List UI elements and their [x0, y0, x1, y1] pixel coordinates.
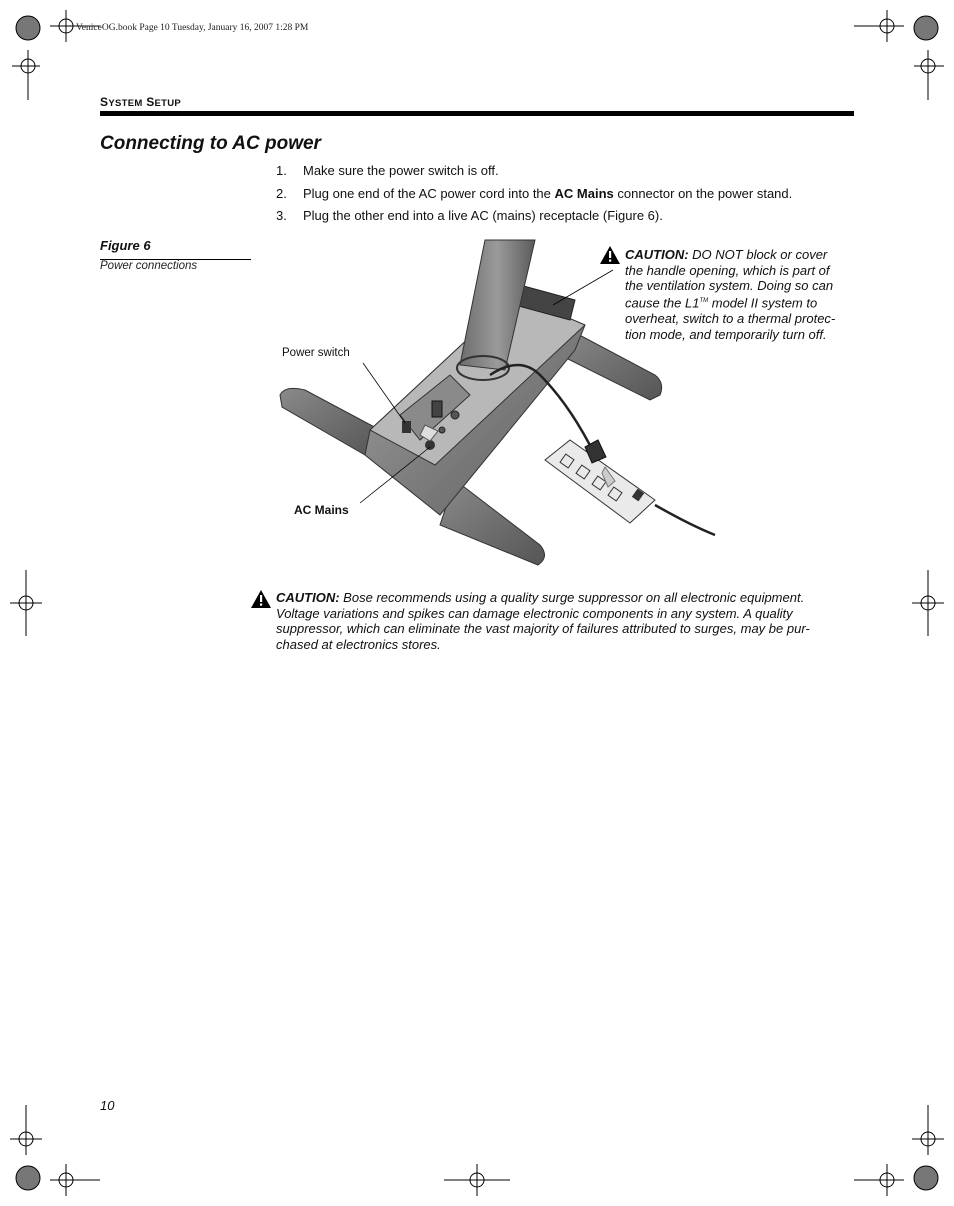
section-header: SYSTEM SETUP	[100, 95, 182, 109]
page-number: 10	[100, 1098, 115, 1113]
callout-ac-mains: AC Mains	[294, 503, 349, 517]
warning-icon	[250, 589, 272, 609]
step-item: 1. Make sure the power switch is off.	[276, 163, 499, 178]
instruction-steps	[276, 163, 856, 231]
page-title: Connecting to AC power	[100, 133, 321, 154]
step-item: 3. Plug the other end into a live AC (mains) receptacle (Figure 6).	[276, 208, 663, 223]
figure-caption: Power connections	[100, 260, 198, 272]
caution-ventilation: CAUTION: DO NOT block or cover the handle opening, which is part of the ventilation system. Doing so can cause the L1™ model II system to overheat, switch to a thermal protec- tion mode, and temporarily turn off.	[625, 247, 836, 342]
caution-surge-suppressor: CAUTION: Bose recommends using a quality surge suppressor on all electronic equipment. Voltage variations and spikes can damage electronic components in any system. A quality suppressor, which can eliminate the vast majority of failures attributed to surges, may be pur- chased at electronics stores.	[276, 590, 810, 652]
step-item: 2. Plug one end of the AC power cord into the AC Mains connector on the power stand.	[276, 185, 793, 201]
figure-label: Figure 6	[100, 238, 151, 253]
header-rule	[100, 111, 854, 116]
callout-power-switch: Power switch	[282, 347, 350, 359]
stand-foot	[280, 388, 380, 455]
print-slug: VeniceOG.book Page 10 Tuesday, January 16, 2007 1:28 PM	[76, 23, 309, 33]
warning-icon	[599, 245, 621, 265]
